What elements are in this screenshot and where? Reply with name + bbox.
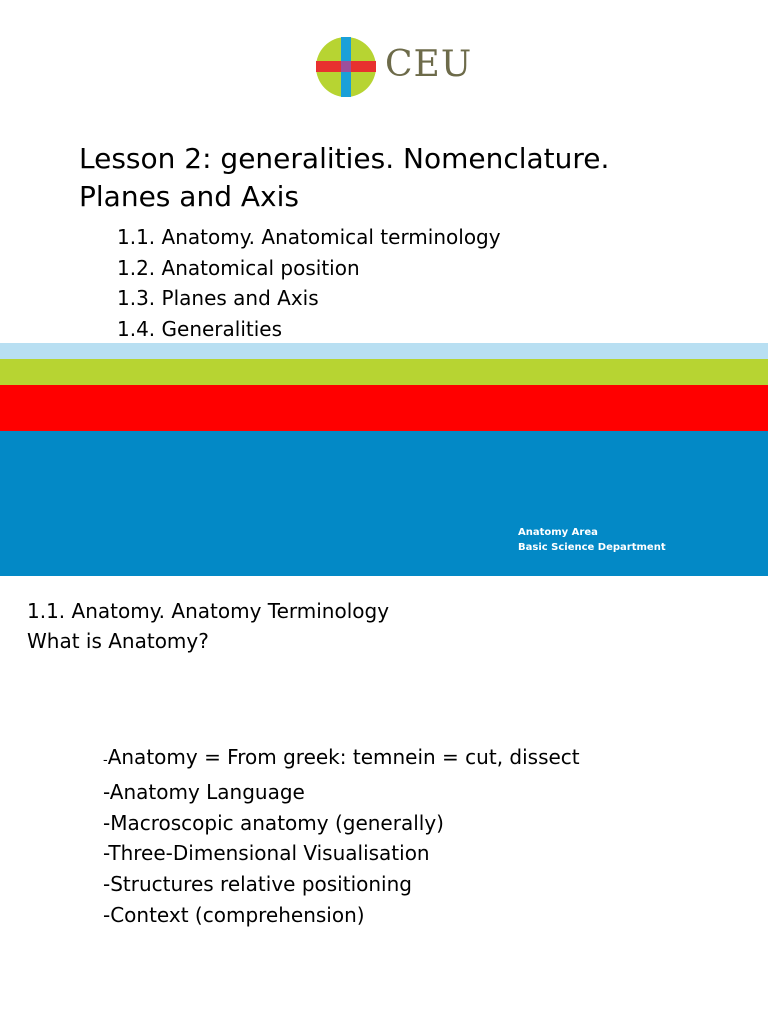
outline-item: 1.2. Anatomical position — [117, 255, 360, 280]
bullet-item: -Anatomy Language — [103, 779, 305, 804]
heading-line-2: What is Anatomy? — [27, 629, 209, 653]
bullet-item: -Macroscopic anatomy (generally) — [103, 810, 444, 835]
title-line-2: Planes and Axis — [79, 180, 299, 213]
bullet-list — [103, 742, 580, 931]
bullet-item: -Context (comprehension) — [103, 902, 365, 927]
light-blue-band — [0, 343, 768, 359]
slide-heading — [27, 596, 389, 656]
logo-text: CEU — [385, 44, 473, 85]
dept-line-1: Anatomy Area — [518, 527, 598, 538]
bullet-item: -Three-Dimensional Visualisation — [103, 841, 430, 866]
bullet-item: -Structures relative positioning — [103, 872, 412, 897]
ceu-cross-logo-icon — [315, 36, 377, 98]
content-slide — [0, 576, 768, 1024]
outline-item: 1.4. Generalities — [117, 316, 283, 341]
ceu-logo — [315, 36, 475, 100]
department-label — [518, 525, 666, 555]
dept-line-2: Basic Science Department — [518, 542, 666, 553]
outline-item: 1.3. Planes and Axis — [117, 286, 319, 310]
heading-line-1: 1.1. Anatomy. Anatomy Terminology — [27, 599, 390, 623]
outline-item: 1.1. Anatomy. Anatomical terminology — [117, 225, 501, 249]
bullet-item — [103, 742, 580, 777]
bullet-text: Anatomy = From greek: temnein = cut, dissect — [107, 745, 580, 769]
slide-title — [79, 140, 719, 216]
lime-band — [0, 359, 768, 385]
bullet-dash: - — [103, 753, 108, 768]
lesson-outline — [117, 222, 501, 344]
title-line-1: Lesson 2: generalities. Nomenclature. — [79, 142, 610, 175]
red-band — [0, 385, 768, 431]
